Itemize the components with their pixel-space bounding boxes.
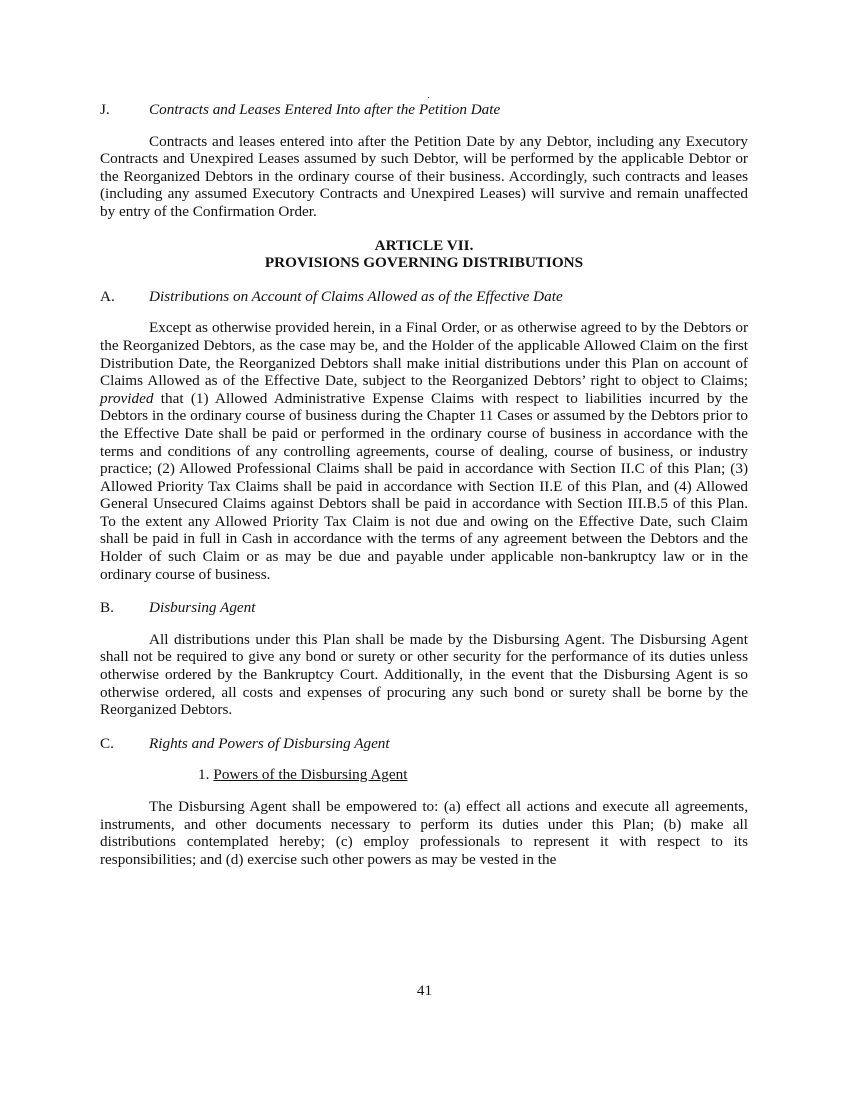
section-j-letter: J. [100, 101, 110, 118]
page-number: 41 [416, 982, 433, 999]
section-a-title: Distributions on Account of Claims Allowed as of the Effective Date [149, 287, 563, 305]
section-c-heading [100, 735, 748, 753]
section-b-letter: B. [100, 599, 114, 617]
section-c-letter: C. [100, 734, 114, 752]
section-j-paragraph: Contracts and leases entered into after the Petition Date by any Debtor, including any Executory Contracts and Unexpired Leases assumed by such Debtor, will be performed by the applicable Debtor or the Reorganized Debtors in the ordinary course of their business. Accordingly, such contracts and leases (including any assumed Executory Contracts and Unexpired Leases) will survive and remain unaffected by entry of the Confirmation Order. [100, 132, 748, 220]
section-c-subheading [100, 766, 748, 784]
section-a-heading [100, 288, 748, 306]
subheading-number: 1. [198, 766, 210, 784]
page-content [100, 101, 748, 868]
section-a-text-part2: that (1) Allowed Administrative Expense Claims with respect to liabilities incurred by the Debtors in the ordinary course of business during the Chapter 11 Cases or assumed by the Debtors prior to the Effective Date shall be paid or performed in the ordinary course of business in accordance with the terms and conditions of any controlling agreements, course of dealing, course of business, or industry practice; (2) Allowed Professional Claims shall be paid in accordance with Section II.C of this Plan; (3) Allowed Priority Tax Claims shall be paid in accordance with Section II.E of this Plan, and (4) Allowed General Unsecured Claims against Debtors shall be paid in accordance with Section III.B.5 of this Plan. To the extent any Allowed Priority Tax Claim is not due and owing on the Effective Date, such Claim shall be paid in full in Cash in accordance with the terms of any agreement between the Debtors and the Holder of such Claim or as may be due and payable under applicable non-bankruptcy law or in the ordinary course of business. [100, 389, 748, 583]
section-j-title: Contracts and Leases Entered Into after the Petition Date [149, 101, 501, 118]
subheading-title: Powers of the Disbursing Agent [213, 766, 408, 784]
section-c-title: Rights and Powers of Disbursing Agent [149, 734, 390, 752]
scan-artifact-dot [428, 97, 429, 98]
article-title: PROVISIONS GOVERNING DISTRIBUTIONS [264, 254, 584, 272]
section-j-heading [100, 101, 748, 119]
section-a-paragraph [100, 319, 748, 583]
article-number: ARTICLE VII. [374, 236, 474, 254]
section-c-paragraph: The Disbursing Agent shall be empowered to: (a) effect all actions and execute all agreements, instruments, and other documents necessary to perform its duties under this Plan; (b) make all distributions contemplated hereby; (c) employ professionals to represent it with respect to its responsibilities; and (d) exercise such other powers as may be vested in the [100, 798, 748, 868]
section-b-title: Disbursing Agent [149, 599, 256, 617]
section-a-text-part1: Except as otherwise provided herein, in a Final Order, or as otherwise agreed to by the Debtors or the Reorganized Debtors, as the case may be, and the Holder of the applicable Allowed Claim on the first Distribution Date, the Reorganized Debtors shall make initial distributions under this Plan on account of Claims Allowed as of the Effective Date, subject to the Reorganized Debtors’ right to object to Claims; [100, 319, 748, 390]
section-a-letter: A. [100, 287, 115, 305]
section-b-heading [100, 599, 748, 617]
section-b-paragraph: All distributions under this Plan shall be made by the Disbursing Agent. The Disbursing Agent shall not be required to give any bond or surety or other security for the performance of its duties unless otherwise ordered by the Bankruptcy Court. Additionally, in the event that the Disbursing Agent is so otherwise ordered, all costs and expenses of procuring any such bond or surety shall be borne by the Reorganized Debtors. [100, 630, 748, 719]
section-a-provided-term: provided [100, 389, 154, 407]
